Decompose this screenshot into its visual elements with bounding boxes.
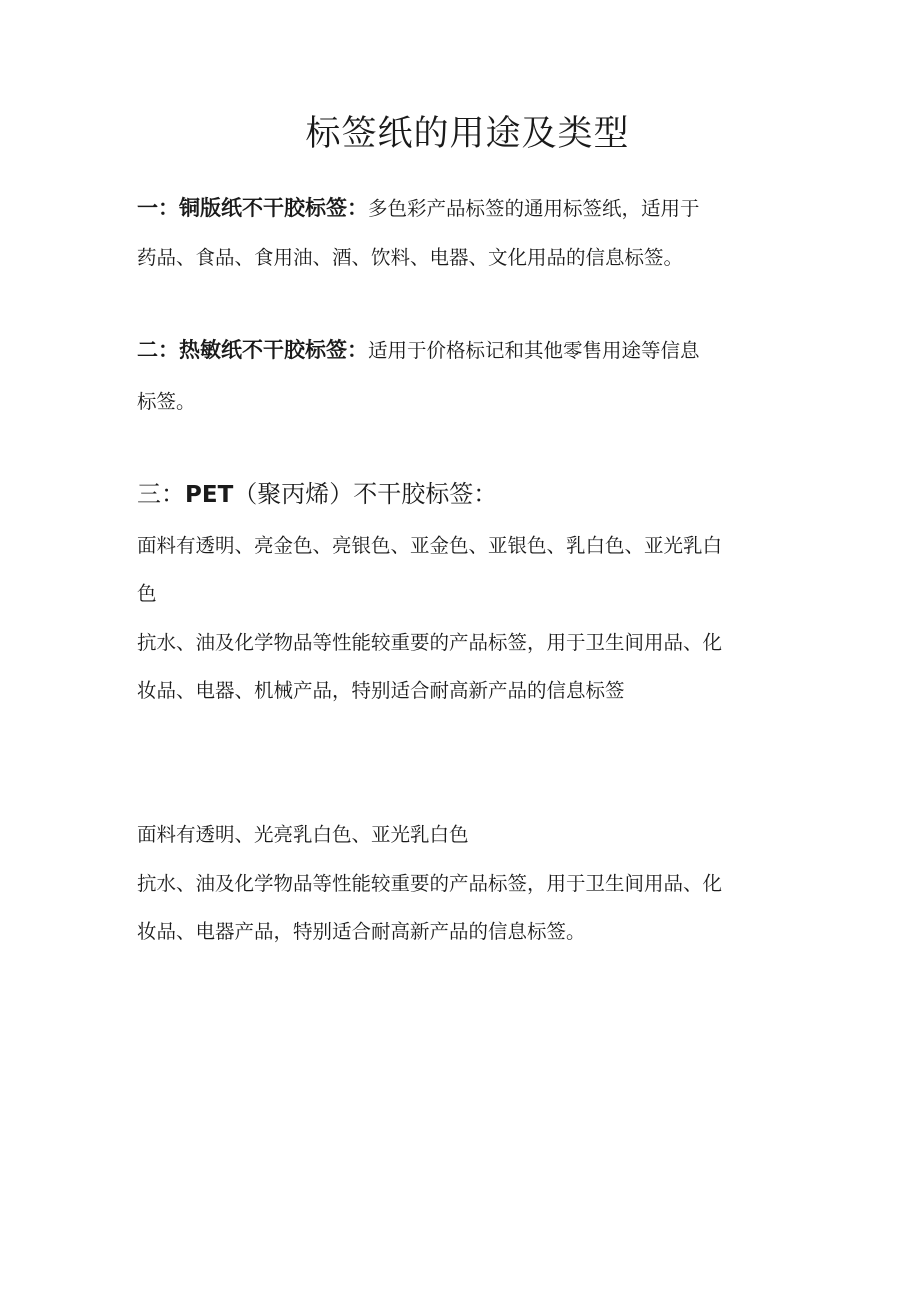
section1-first-line: [137, 194, 797, 223]
section3-heading-prefix: 三：: [137, 480, 185, 508]
section3-material-line2: 色: [137, 582, 157, 605]
section1-text-line2: 药品、食品、食用油、酒、饮料、电器、文化用品的信息标签。: [137, 246, 684, 269]
section1-text-line1: 多色彩产品标签的通用标签纸，适用于: [368, 197, 700, 220]
section2-text-line2: 标签。: [137, 390, 196, 413]
section3-material-line1: 面料有透明、亮金色、亮银色、亚金色、亚银色、乳白色、亚光乳白: [137, 534, 723, 557]
section1-heading: 一：铜版纸不干胶标签：: [137, 196, 368, 220]
section4-usage-line1: 抗水、油及化学物品等性能较重要的产品标签，用于卫生间用品、化: [137, 872, 723, 895]
section2-heading: 二：热敏纸不干胶标签：: [137, 338, 368, 362]
section4-usage-line2: 妆品、电器产品，特别适合耐高新产品的信息标签。: [137, 920, 586, 943]
section3-usage-line2: 妆品、电器、机械产品，特别适合耐高新产品的信息标签: [137, 679, 625, 702]
section3-heading-suffix: （聚丙烯）不干胶标签：: [233, 480, 498, 508]
section2-first-line: [137, 336, 797, 365]
section2-text-line1: 适用于价格标记和其他零售用途等信息: [368, 339, 700, 362]
page-title: 标签纸的用途及类型: [305, 114, 630, 154]
section4-material-line1: 面料有透明、光亮乳白色、亚光乳白色: [137, 823, 469, 846]
section3-heading-pet: PET: [185, 482, 234, 508]
section3-usage-line1: 抗水、油及化学物品等性能较重要的产品标签，用于卫生间用品、化: [137, 631, 723, 654]
section3-heading: [137, 480, 797, 510]
